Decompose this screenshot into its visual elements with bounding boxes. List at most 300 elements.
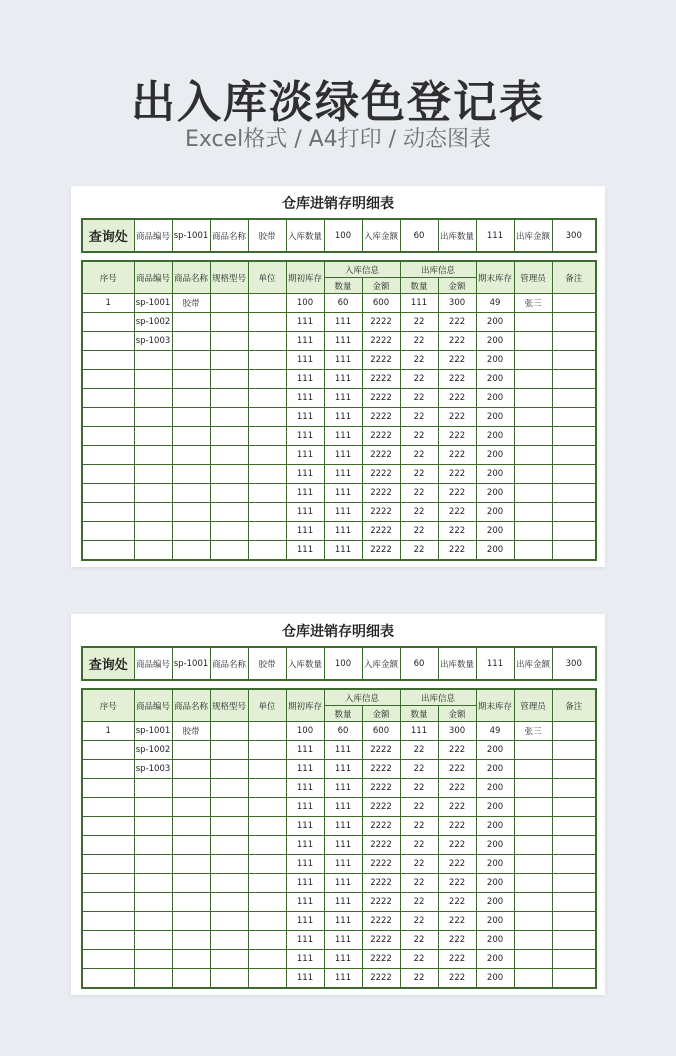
cell-out-amt[interactable]: 222 bbox=[438, 332, 476, 351]
cell-in-qty[interactable]: 111 bbox=[324, 332, 362, 351]
cell-opening[interactable]: 111 bbox=[286, 969, 324, 989]
cell-keeper[interactable] bbox=[514, 408, 552, 427]
cell-unit[interactable] bbox=[248, 465, 286, 484]
cell-out-amt[interactable]: 222 bbox=[438, 313, 476, 332]
cell-in-amt[interactable]: 2222 bbox=[362, 855, 400, 874]
cell-code[interactable] bbox=[134, 893, 172, 912]
cell-opening[interactable]: 111 bbox=[286, 446, 324, 465]
cell-code[interactable] bbox=[134, 855, 172, 874]
cell-unit[interactable] bbox=[248, 779, 286, 798]
cell-unit[interactable] bbox=[248, 427, 286, 446]
cell-out-amt[interactable]: 222 bbox=[438, 541, 476, 561]
cell-keeper[interactable] bbox=[514, 351, 552, 370]
cell-keeper[interactable] bbox=[514, 893, 552, 912]
cell-name[interactable] bbox=[172, 541, 210, 561]
cell-seq[interactable] bbox=[82, 760, 134, 779]
cell-code[interactable] bbox=[134, 836, 172, 855]
cell-opening[interactable]: 111 bbox=[286, 503, 324, 522]
cell-out-amt[interactable]: 222 bbox=[438, 874, 476, 893]
query-field-value[interactable]: 100 bbox=[324, 647, 362, 680]
cell-keeper[interactable] bbox=[514, 798, 552, 817]
cell-opening[interactable]: 111 bbox=[286, 370, 324, 389]
cell-note[interactable] bbox=[552, 798, 596, 817]
cell-seq[interactable] bbox=[82, 408, 134, 427]
cell-opening[interactable]: 111 bbox=[286, 893, 324, 912]
cell-out-amt[interactable]: 222 bbox=[438, 836, 476, 855]
cell-unit[interactable] bbox=[248, 836, 286, 855]
cell-name[interactable] bbox=[172, 522, 210, 541]
cell-out-qty[interactable]: 22 bbox=[400, 893, 438, 912]
cell-spec[interactable] bbox=[210, 912, 248, 931]
cell-out-qty[interactable]: 22 bbox=[400, 446, 438, 465]
cell-name[interactable] bbox=[172, 484, 210, 503]
cell-in-qty[interactable]: 111 bbox=[324, 874, 362, 893]
cell-in-amt[interactable]: 2222 bbox=[362, 893, 400, 912]
cell-code[interactable] bbox=[134, 779, 172, 798]
cell-out-amt[interactable]: 222 bbox=[438, 389, 476, 408]
cell-unit[interactable] bbox=[248, 294, 286, 313]
cell-name[interactable] bbox=[172, 931, 210, 950]
cell-in-qty[interactable]: 111 bbox=[324, 370, 362, 389]
cell-opening[interactable]: 111 bbox=[286, 836, 324, 855]
cell-in-amt[interactable]: 2222 bbox=[362, 798, 400, 817]
cell-out-amt[interactable]: 222 bbox=[438, 351, 476, 370]
cell-name[interactable] bbox=[172, 912, 210, 931]
cell-keeper[interactable] bbox=[514, 836, 552, 855]
cell-spec[interactable] bbox=[210, 522, 248, 541]
cell-spec[interactable] bbox=[210, 484, 248, 503]
cell-note[interactable] bbox=[552, 855, 596, 874]
cell-seq[interactable] bbox=[82, 950, 134, 969]
cell-seq[interactable] bbox=[82, 836, 134, 855]
cell-closing[interactable]: 200 bbox=[476, 332, 514, 351]
cell-closing[interactable]: 200 bbox=[476, 760, 514, 779]
cell-closing[interactable]: 200 bbox=[476, 836, 514, 855]
cell-unit[interactable] bbox=[248, 503, 286, 522]
cell-out-qty[interactable]: 22 bbox=[400, 798, 438, 817]
query-field-value[interactable]: 111 bbox=[476, 647, 514, 680]
cell-unit[interactable] bbox=[248, 351, 286, 370]
cell-closing[interactable]: 49 bbox=[476, 294, 514, 313]
cell-seq[interactable]: 1 bbox=[82, 294, 134, 313]
cell-out-amt[interactable]: 222 bbox=[438, 465, 476, 484]
cell-unit[interactable] bbox=[248, 446, 286, 465]
cell-closing[interactable]: 200 bbox=[476, 370, 514, 389]
cell-name[interactable] bbox=[172, 741, 210, 760]
cell-spec[interactable] bbox=[210, 332, 248, 351]
cell-out-amt[interactable]: 300 bbox=[438, 294, 476, 313]
cell-spec[interactable] bbox=[210, 836, 248, 855]
cell-in-qty[interactable]: 60 bbox=[324, 722, 362, 741]
cell-keeper[interactable] bbox=[514, 779, 552, 798]
cell-closing[interactable]: 200 bbox=[476, 912, 514, 931]
cell-closing[interactable]: 200 bbox=[476, 817, 514, 836]
cell-closing[interactable]: 200 bbox=[476, 465, 514, 484]
cell-keeper[interactable] bbox=[514, 541, 552, 561]
cell-note[interactable] bbox=[552, 408, 596, 427]
cell-unit[interactable] bbox=[248, 389, 286, 408]
cell-unit[interactable] bbox=[248, 722, 286, 741]
cell-in-qty[interactable]: 111 bbox=[324, 446, 362, 465]
cell-code[interactable] bbox=[134, 427, 172, 446]
cell-in-qty[interactable]: 111 bbox=[324, 798, 362, 817]
cell-closing[interactable]: 200 bbox=[476, 389, 514, 408]
cell-seq[interactable] bbox=[82, 332, 134, 351]
cell-out-amt[interactable]: 222 bbox=[438, 855, 476, 874]
cell-closing[interactable]: 200 bbox=[476, 741, 514, 760]
cell-out-qty[interactable]: 22 bbox=[400, 855, 438, 874]
cell-closing[interactable]: 200 bbox=[476, 893, 514, 912]
cell-spec[interactable] bbox=[210, 389, 248, 408]
cell-note[interactable] bbox=[552, 722, 596, 741]
cell-in-amt[interactable]: 600 bbox=[362, 294, 400, 313]
cell-out-amt[interactable]: 222 bbox=[438, 779, 476, 798]
cell-seq[interactable] bbox=[82, 484, 134, 503]
cell-keeper[interactable] bbox=[514, 874, 552, 893]
cell-in-amt[interactable]: 2222 bbox=[362, 779, 400, 798]
cell-name[interactable] bbox=[172, 427, 210, 446]
cell-in-qty[interactable]: 111 bbox=[324, 741, 362, 760]
cell-in-amt[interactable]: 2222 bbox=[362, 408, 400, 427]
query-field-value[interactable]: 胶带 bbox=[248, 219, 286, 252]
cell-spec[interactable] bbox=[210, 465, 248, 484]
cell-name[interactable] bbox=[172, 817, 210, 836]
cell-keeper[interactable] bbox=[514, 427, 552, 446]
cell-note[interactable] bbox=[552, 760, 596, 779]
cell-spec[interactable] bbox=[210, 779, 248, 798]
cell-code[interactable] bbox=[134, 465, 172, 484]
cell-seq[interactable] bbox=[82, 798, 134, 817]
cell-opening[interactable]: 111 bbox=[286, 855, 324, 874]
cell-in-qty[interactable]: 111 bbox=[324, 427, 362, 446]
cell-out-qty[interactable]: 22 bbox=[400, 389, 438, 408]
cell-spec[interactable] bbox=[210, 294, 248, 313]
cell-out-qty[interactable]: 22 bbox=[400, 931, 438, 950]
cell-in-qty[interactable]: 111 bbox=[324, 855, 362, 874]
cell-closing[interactable]: 200 bbox=[476, 503, 514, 522]
cell-in-qty[interactable]: 111 bbox=[324, 969, 362, 989]
cell-out-qty[interactable]: 22 bbox=[400, 408, 438, 427]
cell-note[interactable] bbox=[552, 522, 596, 541]
cell-code[interactable]: sp-1001 bbox=[134, 294, 172, 313]
cell-code[interactable] bbox=[134, 798, 172, 817]
cell-unit[interactable] bbox=[248, 522, 286, 541]
query-field-value[interactable]: sp-1001 bbox=[172, 219, 210, 252]
cell-opening[interactable]: 111 bbox=[286, 817, 324, 836]
cell-in-qty[interactable]: 111 bbox=[324, 836, 362, 855]
cell-opening[interactable]: 111 bbox=[286, 484, 324, 503]
cell-spec[interactable] bbox=[210, 427, 248, 446]
cell-out-qty[interactable]: 22 bbox=[400, 351, 438, 370]
cell-closing[interactable]: 200 bbox=[476, 541, 514, 561]
cell-closing[interactable]: 200 bbox=[476, 408, 514, 427]
cell-spec[interactable] bbox=[210, 931, 248, 950]
cell-note[interactable] bbox=[552, 779, 596, 798]
cell-code[interactable] bbox=[134, 370, 172, 389]
cell-opening[interactable]: 111 bbox=[286, 351, 324, 370]
cell-keeper[interactable] bbox=[514, 931, 552, 950]
cell-closing[interactable]: 200 bbox=[476, 874, 514, 893]
cell-in-amt[interactable]: 2222 bbox=[362, 427, 400, 446]
cell-unit[interactable] bbox=[248, 874, 286, 893]
cell-opening[interactable]: 111 bbox=[286, 912, 324, 931]
cell-unit[interactable] bbox=[248, 969, 286, 989]
cell-seq[interactable] bbox=[82, 522, 134, 541]
cell-name[interactable] bbox=[172, 874, 210, 893]
cell-in-qty[interactable]: 111 bbox=[324, 313, 362, 332]
cell-opening[interactable]: 111 bbox=[286, 313, 324, 332]
cell-in-qty[interactable]: 111 bbox=[324, 484, 362, 503]
cell-opening[interactable]: 111 bbox=[286, 950, 324, 969]
cell-keeper[interactable] bbox=[514, 313, 552, 332]
cell-seq[interactable]: 1 bbox=[82, 722, 134, 741]
cell-spec[interactable] bbox=[210, 722, 248, 741]
cell-in-amt[interactable]: 2222 bbox=[362, 313, 400, 332]
cell-out-amt[interactable]: 222 bbox=[438, 484, 476, 503]
cell-code[interactable] bbox=[134, 389, 172, 408]
cell-note[interactable] bbox=[552, 446, 596, 465]
cell-name[interactable] bbox=[172, 408, 210, 427]
cell-keeper[interactable] bbox=[514, 760, 552, 779]
cell-in-amt[interactable]: 2222 bbox=[362, 969, 400, 989]
cell-keeper[interactable] bbox=[514, 332, 552, 351]
cell-out-qty[interactable]: 22 bbox=[400, 760, 438, 779]
cell-note[interactable] bbox=[552, 313, 596, 332]
cell-in-amt[interactable]: 2222 bbox=[362, 950, 400, 969]
cell-closing[interactable]: 49 bbox=[476, 722, 514, 741]
cell-in-amt[interactable]: 600 bbox=[362, 722, 400, 741]
cell-in-amt[interactable]: 2222 bbox=[362, 465, 400, 484]
cell-seq[interactable] bbox=[82, 351, 134, 370]
cell-code[interactable] bbox=[134, 446, 172, 465]
cell-spec[interactable] bbox=[210, 969, 248, 989]
cell-out-qty[interactable]: 22 bbox=[400, 522, 438, 541]
cell-out-qty[interactable]: 111 bbox=[400, 294, 438, 313]
cell-seq[interactable] bbox=[82, 931, 134, 950]
cell-closing[interactable]: 200 bbox=[476, 446, 514, 465]
cell-out-qty[interactable]: 22 bbox=[400, 484, 438, 503]
cell-in-amt[interactable]: 2222 bbox=[362, 389, 400, 408]
cell-seq[interactable] bbox=[82, 446, 134, 465]
cell-in-qty[interactable]: 111 bbox=[324, 522, 362, 541]
query-field-value[interactable]: 300 bbox=[552, 219, 596, 252]
cell-keeper[interactable] bbox=[514, 950, 552, 969]
cell-seq[interactable] bbox=[82, 855, 134, 874]
cell-in-amt[interactable]: 2222 bbox=[362, 836, 400, 855]
cell-note[interactable] bbox=[552, 503, 596, 522]
cell-seq[interactable] bbox=[82, 874, 134, 893]
query-field-value[interactable]: 100 bbox=[324, 219, 362, 252]
cell-spec[interactable] bbox=[210, 446, 248, 465]
cell-unit[interactable] bbox=[248, 370, 286, 389]
cell-opening[interactable]: 111 bbox=[286, 332, 324, 351]
cell-note[interactable] bbox=[552, 332, 596, 351]
cell-unit[interactable] bbox=[248, 541, 286, 561]
cell-in-qty[interactable]: 111 bbox=[324, 760, 362, 779]
cell-name[interactable] bbox=[172, 351, 210, 370]
cell-name[interactable]: 胶带 bbox=[172, 722, 210, 741]
cell-code[interactable]: sp-1003 bbox=[134, 760, 172, 779]
cell-note[interactable] bbox=[552, 465, 596, 484]
cell-in-qty[interactable]: 111 bbox=[324, 950, 362, 969]
cell-spec[interactable] bbox=[210, 950, 248, 969]
cell-opening[interactable]: 111 bbox=[286, 427, 324, 446]
cell-in-amt[interactable]: 2222 bbox=[362, 351, 400, 370]
cell-closing[interactable]: 200 bbox=[476, 484, 514, 503]
cell-name[interactable] bbox=[172, 893, 210, 912]
cell-in-amt[interactable]: 2222 bbox=[362, 741, 400, 760]
cell-in-amt[interactable]: 2222 bbox=[362, 503, 400, 522]
cell-in-qty[interactable]: 111 bbox=[324, 408, 362, 427]
cell-note[interactable] bbox=[552, 389, 596, 408]
cell-name[interactable] bbox=[172, 465, 210, 484]
cell-seq[interactable] bbox=[82, 893, 134, 912]
cell-unit[interactable] bbox=[248, 332, 286, 351]
cell-spec[interactable] bbox=[210, 817, 248, 836]
cell-out-qty[interactable]: 22 bbox=[400, 465, 438, 484]
cell-seq[interactable] bbox=[82, 313, 134, 332]
cell-out-qty[interactable]: 111 bbox=[400, 722, 438, 741]
cell-note[interactable] bbox=[552, 836, 596, 855]
cell-name[interactable] bbox=[172, 950, 210, 969]
cell-spec[interactable] bbox=[210, 741, 248, 760]
cell-in-amt[interactable]: 2222 bbox=[362, 817, 400, 836]
cell-in-qty[interactable]: 111 bbox=[324, 351, 362, 370]
cell-closing[interactable]: 200 bbox=[476, 522, 514, 541]
cell-out-amt[interactable]: 222 bbox=[438, 969, 476, 989]
cell-out-qty[interactable]: 22 bbox=[400, 836, 438, 855]
cell-name[interactable] bbox=[172, 836, 210, 855]
cell-note[interactable] bbox=[552, 351, 596, 370]
cell-closing[interactable]: 200 bbox=[476, 931, 514, 950]
cell-note[interactable] bbox=[552, 950, 596, 969]
query-field-value[interactable]: 60 bbox=[400, 647, 438, 680]
cell-closing[interactable]: 200 bbox=[476, 855, 514, 874]
cell-unit[interactable] bbox=[248, 817, 286, 836]
cell-keeper[interactable] bbox=[514, 969, 552, 989]
cell-seq[interactable] bbox=[82, 779, 134, 798]
cell-code[interactable]: sp-1002 bbox=[134, 741, 172, 760]
cell-in-qty[interactable]: 111 bbox=[324, 779, 362, 798]
cell-note[interactable] bbox=[552, 817, 596, 836]
cell-keeper[interactable] bbox=[514, 741, 552, 760]
cell-spec[interactable] bbox=[210, 503, 248, 522]
cell-spec[interactable] bbox=[210, 855, 248, 874]
cell-opening[interactable]: 111 bbox=[286, 779, 324, 798]
cell-in-amt[interactable]: 2222 bbox=[362, 541, 400, 561]
cell-in-amt[interactable]: 2222 bbox=[362, 522, 400, 541]
cell-name[interactable] bbox=[172, 760, 210, 779]
cell-closing[interactable]: 200 bbox=[476, 779, 514, 798]
cell-unit[interactable] bbox=[248, 855, 286, 874]
cell-unit[interactable] bbox=[248, 931, 286, 950]
cell-code[interactable] bbox=[134, 351, 172, 370]
cell-keeper[interactable] bbox=[514, 389, 552, 408]
cell-opening[interactable]: 111 bbox=[286, 541, 324, 561]
cell-in-qty[interactable]: 111 bbox=[324, 389, 362, 408]
cell-keeper[interactable] bbox=[514, 522, 552, 541]
cell-in-amt[interactable]: 2222 bbox=[362, 874, 400, 893]
cell-out-amt[interactable]: 222 bbox=[438, 760, 476, 779]
cell-code[interactable] bbox=[134, 541, 172, 561]
cell-note[interactable] bbox=[552, 427, 596, 446]
cell-out-qty[interactable]: 22 bbox=[400, 503, 438, 522]
cell-in-amt[interactable]: 2222 bbox=[362, 760, 400, 779]
cell-in-qty[interactable]: 111 bbox=[324, 541, 362, 561]
cell-keeper[interactable] bbox=[514, 817, 552, 836]
cell-out-qty[interactable]: 22 bbox=[400, 950, 438, 969]
cell-opening[interactable]: 111 bbox=[286, 931, 324, 950]
cell-code[interactable] bbox=[134, 503, 172, 522]
cell-in-qty[interactable]: 111 bbox=[324, 503, 362, 522]
query-field-value[interactable]: sp-1001 bbox=[172, 647, 210, 680]
cell-opening[interactable]: 111 bbox=[286, 522, 324, 541]
cell-in-amt[interactable]: 2222 bbox=[362, 332, 400, 351]
cell-out-qty[interactable]: 22 bbox=[400, 332, 438, 351]
cell-seq[interactable] bbox=[82, 541, 134, 561]
cell-spec[interactable] bbox=[210, 313, 248, 332]
cell-spec[interactable] bbox=[210, 408, 248, 427]
cell-seq[interactable] bbox=[82, 465, 134, 484]
cell-in-qty[interactable]: 111 bbox=[324, 931, 362, 950]
cell-keeper[interactable]: 张三 bbox=[514, 722, 552, 741]
cell-opening[interactable]: 100 bbox=[286, 722, 324, 741]
cell-unit[interactable] bbox=[248, 798, 286, 817]
cell-name[interactable] bbox=[172, 389, 210, 408]
cell-in-amt[interactable]: 2222 bbox=[362, 912, 400, 931]
cell-opening[interactable]: 111 bbox=[286, 874, 324, 893]
cell-keeper[interactable] bbox=[514, 370, 552, 389]
cell-seq[interactable] bbox=[82, 817, 134, 836]
cell-name[interactable] bbox=[172, 332, 210, 351]
cell-keeper[interactable] bbox=[514, 484, 552, 503]
cell-out-amt[interactable]: 222 bbox=[438, 912, 476, 931]
cell-note[interactable] bbox=[552, 912, 596, 931]
cell-out-amt[interactable]: 222 bbox=[438, 446, 476, 465]
query-field-value[interactable]: 60 bbox=[400, 219, 438, 252]
query-field-value[interactable]: 胶带 bbox=[248, 647, 286, 680]
cell-out-amt[interactable]: 222 bbox=[438, 950, 476, 969]
cell-closing[interactable]: 200 bbox=[476, 798, 514, 817]
cell-unit[interactable] bbox=[248, 760, 286, 779]
cell-code[interactable] bbox=[134, 950, 172, 969]
query-field-value[interactable]: 300 bbox=[552, 647, 596, 680]
cell-closing[interactable]: 200 bbox=[476, 969, 514, 989]
cell-note[interactable] bbox=[552, 294, 596, 313]
cell-in-qty[interactable]: 111 bbox=[324, 893, 362, 912]
cell-code[interactable] bbox=[134, 484, 172, 503]
cell-note[interactable] bbox=[552, 931, 596, 950]
cell-spec[interactable] bbox=[210, 798, 248, 817]
cell-keeper[interactable] bbox=[514, 503, 552, 522]
cell-name[interactable] bbox=[172, 370, 210, 389]
cell-code[interactable] bbox=[134, 931, 172, 950]
cell-out-qty[interactable]: 22 bbox=[400, 541, 438, 561]
cell-unit[interactable] bbox=[248, 313, 286, 332]
cell-in-qty[interactable]: 111 bbox=[324, 912, 362, 931]
cell-in-amt[interactable]: 2222 bbox=[362, 370, 400, 389]
cell-in-qty[interactable]: 111 bbox=[324, 465, 362, 484]
cell-name[interactable] bbox=[172, 313, 210, 332]
cell-name[interactable] bbox=[172, 446, 210, 465]
cell-note[interactable] bbox=[552, 484, 596, 503]
cell-out-qty[interactable]: 22 bbox=[400, 779, 438, 798]
cell-name[interactable] bbox=[172, 503, 210, 522]
cell-code[interactable] bbox=[134, 408, 172, 427]
cell-seq[interactable] bbox=[82, 389, 134, 408]
cell-name[interactable] bbox=[172, 969, 210, 989]
cell-unit[interactable] bbox=[248, 741, 286, 760]
